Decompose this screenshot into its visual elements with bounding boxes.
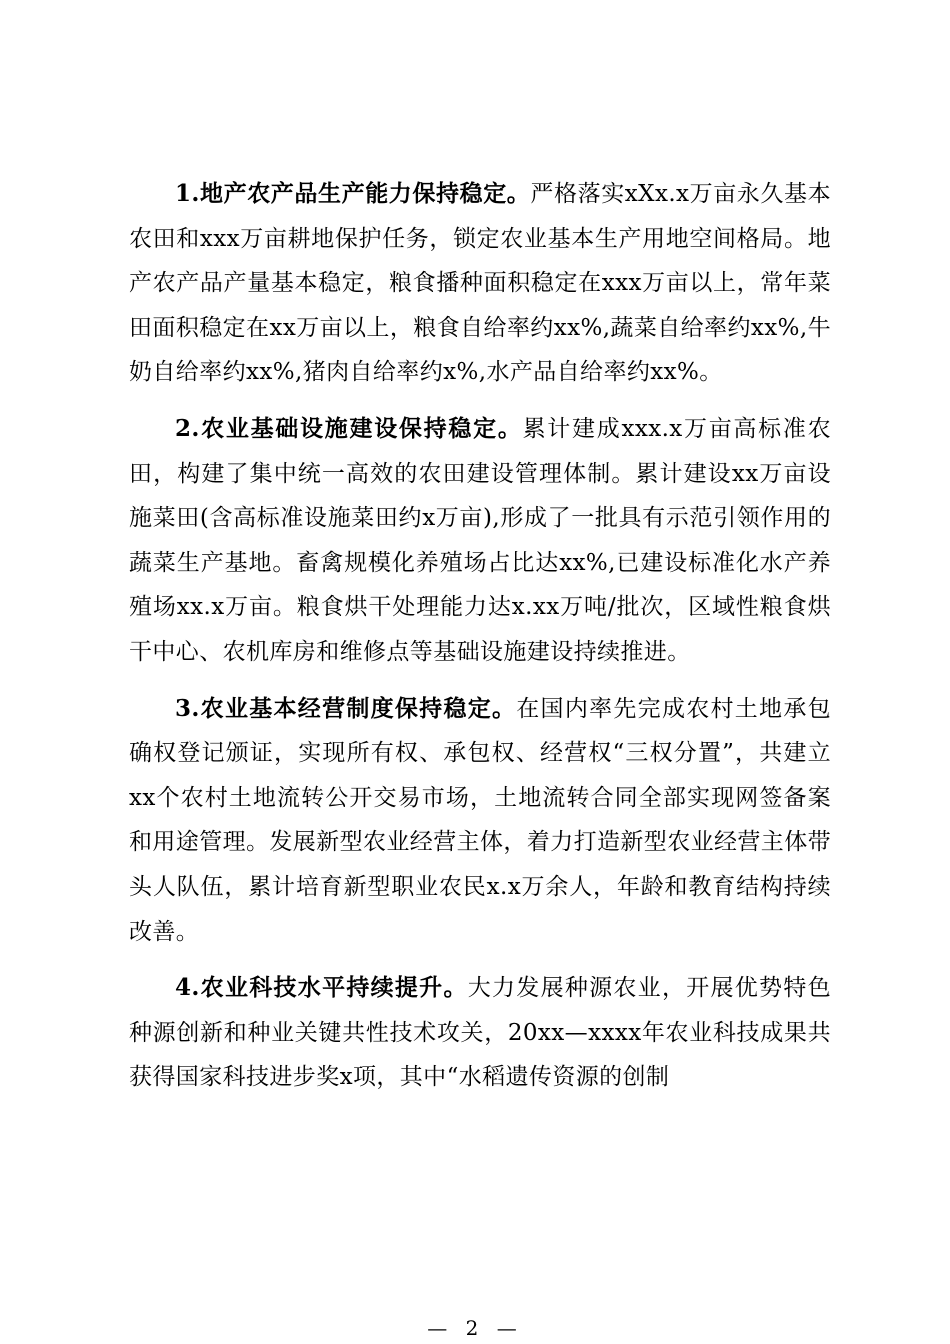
paragraph-4 [129,966,831,1100]
paragraph-1-heading: 1.地产农产品生产能力保持稳定。 [175,180,531,207]
paragraph-1 [129,172,831,395]
paragraph-2-text: 累计建成xxx.x万亩高标准农田，构建了集中统一高效的农田建设管理体制。累计建设xx万亩设施菜田(含高标准设施菜田约x万亩),形成了一批具有示范引领作用的蔬菜生产基地。畜禽规模化养殖场占比达xx%,已建设标准化水产养殖场xx.x万亩。粮食烘干处理能力达x.xx万吨/批次，区域性粮食烘干中心、农机库房和维修点等基础设施建设持续推进。 [129,415,832,665]
paragraph-1-text: 严格落实xXx.x万亩永久基本农田和xxx万亩耕地保护任务，锁定农业基本生产用地空间格局。地产农产品产量基本稳定，粮食播种面积稳定在xxx万亩以上，常年菜田面积稳定在xx万亩以上，粮食自给率约xx%,蔬菜自给率约xx%,牛奶自给率约xx%,猪肉自给率约x%,水产品自给率约xx%。 [129,181,831,386]
paragraph-3 [129,687,831,955]
paragraph-4-heading: 4.农业科技水平持续提升。 [175,974,468,1002]
page-number: — 2 — [427,1316,523,1340]
paragraph-3-text: 在国内率先完成农村土地承包确权登记颁证，实现所有权、承包权、经营权“三权分置”，共建立xx个农村土地流转公开交易市场，土地流转合同全部实现网签备案和用途管理。发展新型农业经营主体，着力打造新型农业经营主体带头人队伍，累计培育新型职业农民x.x万余人，年龄和教育结构持续改善。 [129,695,831,945]
document-body [129,172,831,1112]
paragraph-4-text: 大力发展种源农业，开展优势特色种源创新和种业关键共性技术攻关，20xx—xxxx年农业科技成果共获得国家科技进步奖x项，其中“水稻遗传资源的创制 [129,975,832,1091]
paragraph-3-heading: 3.农业基本经营制度保持稳定。 [175,694,517,722]
paragraph-2-heading: 2.农业基础设施建设保持稳定。 [175,414,523,442]
paragraph-2 [129,407,831,675]
